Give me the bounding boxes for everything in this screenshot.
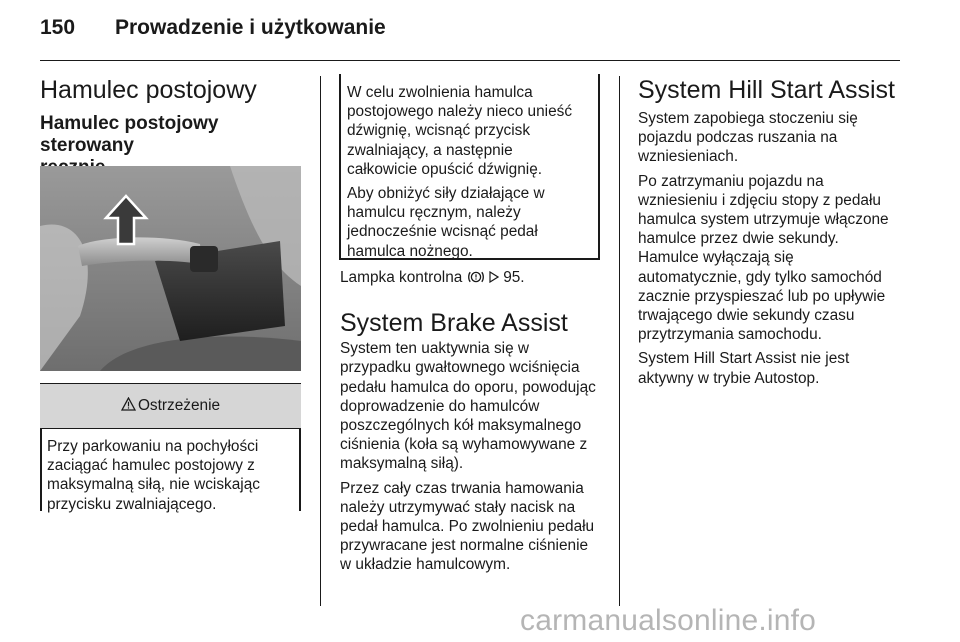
- paragraph-line: zacznie przyspieszać lub po upływie: [638, 287, 886, 305]
- warning-triangle-icon: [121, 397, 136, 416]
- paragraph-line: automatycznie, gdy tylko samochód: [638, 268, 882, 286]
- warning-line: maksymalną siłą, nie wciskając: [47, 476, 260, 494]
- paragraph-line: aktywny w trybie Autostop.: [638, 369, 820, 387]
- heading-parking-brake: Hamulec postojowy: [40, 76, 257, 104]
- warning-border-left: [40, 428, 42, 511]
- page-reference-arrow-icon[interactable]: [489, 269, 499, 288]
- warning-header: [40, 383, 301, 429]
- paragraph-line: przytrzymania samochodu.: [638, 326, 822, 344]
- lamp-reference: [340, 268, 612, 289]
- warning-line: Przy parkowaniu na pochyłości: [47, 438, 259, 455]
- paragraph-line: System zapobiega stoczeniu się: [638, 110, 858, 127]
- page-reference-number[interactable]: 95.: [503, 269, 525, 286]
- paragraph-line: System Hill Start Assist nie jest: [638, 350, 850, 368]
- box-line: hamulcu ręcznym, należy: [347, 204, 521, 222]
- paragraph-line: Przez cały czas trwania hamowania: [340, 479, 584, 497]
- column-2-body: [340, 268, 612, 575]
- warning-line: przycisku zwalniającego.: [47, 495, 217, 513]
- handbrake-photo: [40, 166, 301, 371]
- paragraph-line: pedał hamulca. Po zwolnieniu pedału: [340, 518, 595, 536]
- handbrake-illustration: [40, 166, 301, 371]
- paragraph-line: Po zatrzymaniu pojazdu na: [638, 172, 824, 190]
- lamp-text: Lampka kontrolna: [340, 269, 463, 286]
- warning-text: [47, 437, 297, 514]
- box-line: całkowicie opuścić dźwignię.: [347, 160, 543, 178]
- paragraph-line: poszczególnych kół maksymalnego: [340, 417, 582, 435]
- box-line: postojowego należy nieco unieść: [347, 103, 573, 121]
- paragraph-line: przywracane jest normalne ciśnienie: [340, 537, 589, 555]
- paragraph-line: trwającego dwie sekundy czasu: [638, 307, 855, 325]
- column-1: [40, 76, 310, 179]
- page-number: 150: [40, 16, 76, 39]
- paragraph-line: wzniesieniach.: [638, 148, 739, 166]
- heading-hill-start-assist: System Hill Start Assist: [638, 76, 895, 104]
- paragraph-line: maksymalną siłą).: [340, 455, 464, 473]
- warning-border-right: [299, 428, 301, 511]
- box-line: W celu zwolnienia hamulca: [347, 84, 533, 101]
- paragraph-line: przypadku gwałtownego wciśnięcia: [340, 359, 580, 377]
- paragraph-line: System ten uaktywnia się w: [340, 340, 530, 358]
- brake-warning-lamp-icon: [467, 270, 485, 289]
- watermark: carmanualsonline.info: [520, 604, 817, 637]
- paragraph-line: hamulce przez dwie sekundy.: [638, 230, 839, 248]
- column-divider-2: [619, 76, 620, 606]
- paragraph-line: pojazdu podczas ruszania na: [638, 129, 838, 147]
- box-line: Aby obniżyć siły działające w: [347, 185, 545, 203]
- paragraph-line: hamulca system utrzymuje włączone: [638, 211, 889, 229]
- box-line: hamulca nożnego.: [347, 242, 473, 260]
- subheading-manual-brake-1: Hamulec postojowy sterowany: [40, 113, 219, 156]
- paragraph-line: ciśnienia (koła są wyhamowywane z: [340, 436, 588, 454]
- box-line: dźwignię, wcisnąć przycisk: [347, 122, 531, 140]
- box-line: jednocześnie wcisnąć pedał: [347, 223, 538, 241]
- paragraph-line: doprowadzenie do hamulców: [340, 397, 540, 415]
- paragraph-line: wzniesieniu i zdjęciu stopy z pedału: [638, 191, 881, 209]
- section-title: Prowadzenie i użytkowanie: [115, 16, 386, 39]
- paragraph-line: należy utrzymywać stały nacisk na: [340, 498, 576, 516]
- column-3: [638, 76, 908, 388]
- heading-brake-assist: System Brake Assist: [340, 309, 568, 338]
- paragraph-line: pedału hamulca do oporu, powodując: [340, 378, 596, 396]
- paragraph-line: Hamulce wyłączają się: [638, 249, 794, 267]
- header-rule: [40, 60, 900, 61]
- paragraph-line: w układzie hamulcowym.: [340, 556, 511, 574]
- column-divider-1: [320, 76, 321, 606]
- warning-line: zaciągać hamulec postojowy z: [47, 457, 255, 475]
- box-line: zwalniający, a następnie: [347, 141, 513, 159]
- warning-title: Ostrzeżenie: [137, 397, 221, 414]
- warning-continued-text: [347, 83, 597, 261]
